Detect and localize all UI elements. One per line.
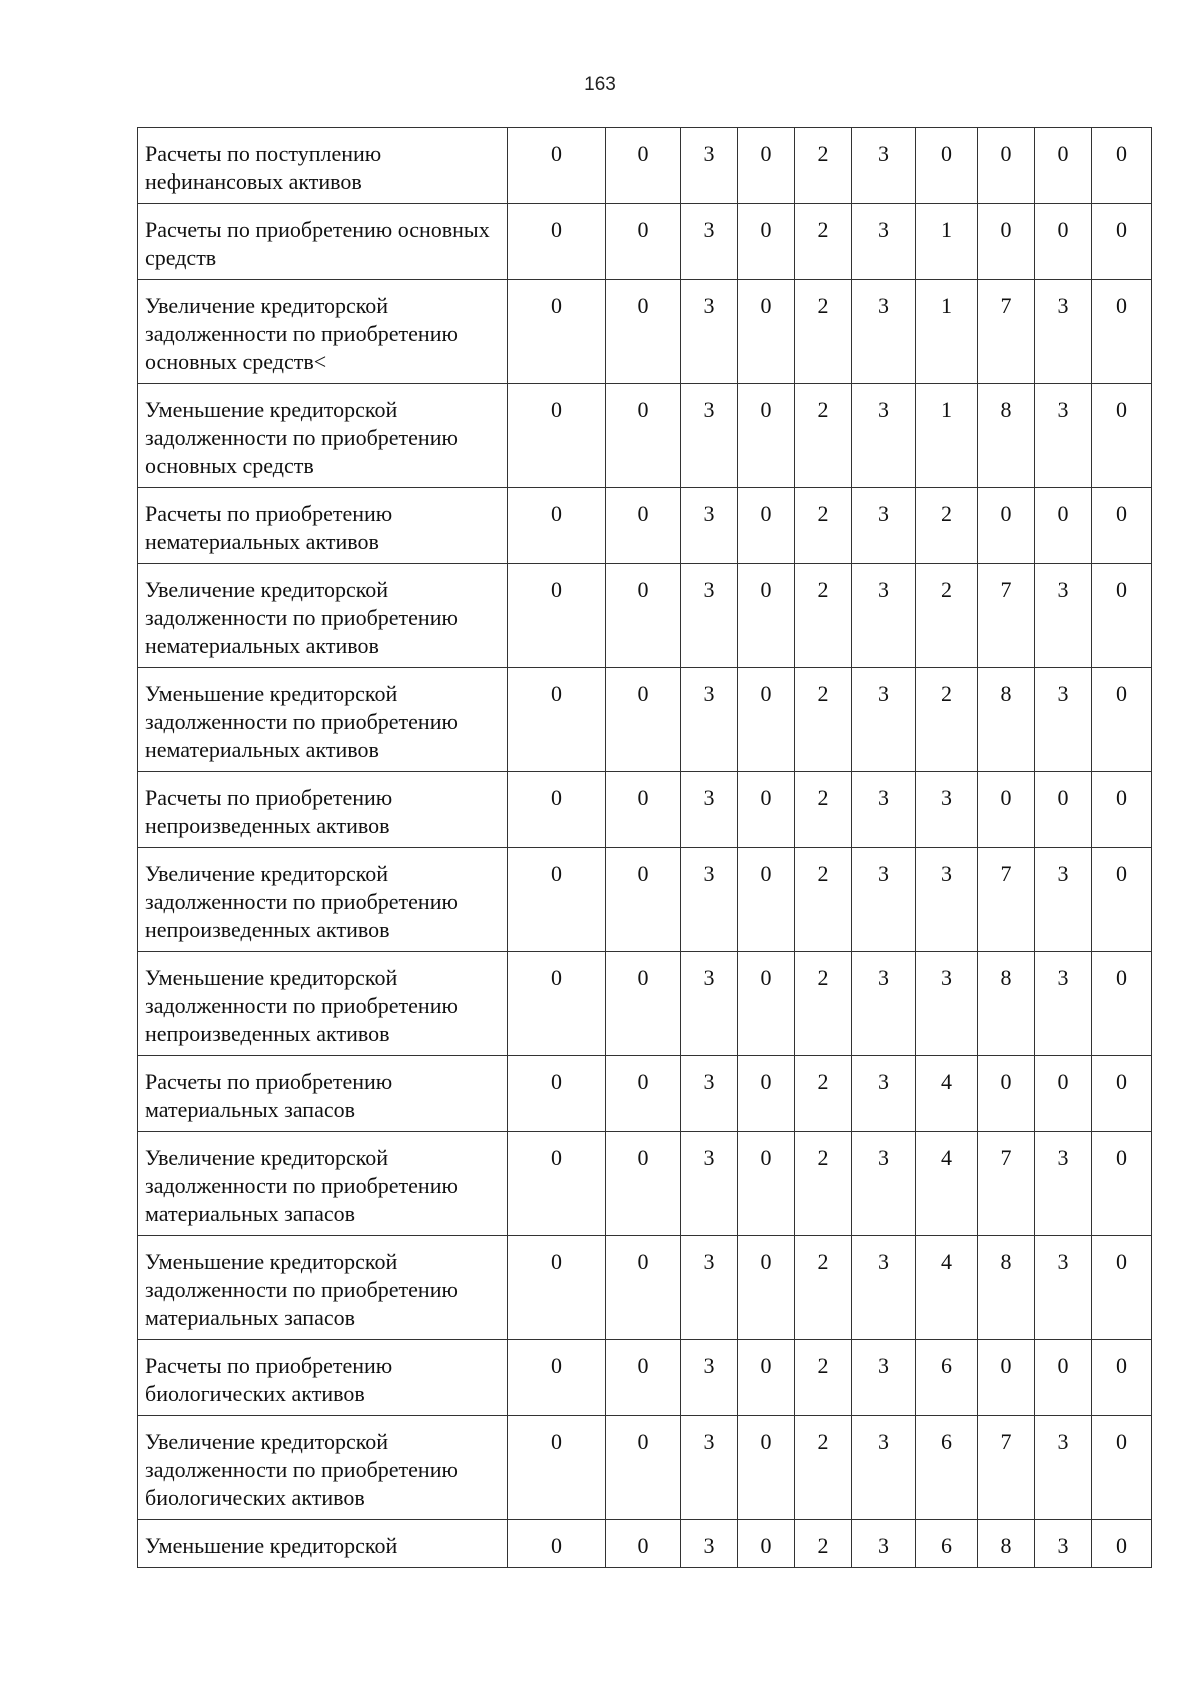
code-digit-cell: 3 xyxy=(852,564,916,668)
code-digit-cell: 2 xyxy=(916,488,978,564)
table-row xyxy=(138,668,1152,772)
code-digit-cell: 0 xyxy=(978,488,1035,564)
table-row xyxy=(138,1132,1152,1236)
code-digit-cell: 7 xyxy=(978,1416,1035,1520)
code-digit-cell: 2 xyxy=(795,128,852,204)
code-digit-cell: 0 xyxy=(508,1520,606,1568)
code-digit-cell: 0 xyxy=(1092,668,1152,772)
code-digit-cell: 3 xyxy=(1035,1520,1092,1568)
code-digit-cell: 7 xyxy=(978,848,1035,952)
code-digit-cell: 3 xyxy=(1035,564,1092,668)
row-name-cell: Расчеты по приобретению биологических активов xyxy=(138,1340,508,1416)
code-digit-cell: 0 xyxy=(508,1236,606,1340)
code-digit-cell: 3 xyxy=(852,1416,916,1520)
code-digit-cell: 0 xyxy=(978,772,1035,848)
table-row xyxy=(138,204,1152,280)
table-row xyxy=(138,280,1152,384)
code-digit-cell: 4 xyxy=(916,1132,978,1236)
code-digit-cell: 3 xyxy=(681,952,738,1056)
code-digit-cell: 0 xyxy=(606,128,681,204)
code-digit-cell: 0 xyxy=(738,488,795,564)
row-name-cell: Увеличение кредиторской задолженности по приобретению материальных запасов xyxy=(138,1132,508,1236)
code-digit-cell: 0 xyxy=(978,1340,1035,1416)
code-digit-cell: 3 xyxy=(681,1416,738,1520)
code-digit-cell: 0 xyxy=(508,1132,606,1236)
code-digit-cell: 2 xyxy=(795,772,852,848)
code-digit-cell: 0 xyxy=(738,564,795,668)
code-digit-cell: 3 xyxy=(852,668,916,772)
code-digit-cell: 6 xyxy=(916,1340,978,1416)
code-digit-cell: 0 xyxy=(1035,488,1092,564)
page-number: 163 xyxy=(584,74,616,95)
code-digit-cell: 0 xyxy=(606,204,681,280)
code-digit-cell: 0 xyxy=(738,128,795,204)
code-digit-cell: 2 xyxy=(795,848,852,952)
code-digit-cell: 8 xyxy=(978,952,1035,1056)
code-digit-cell: 0 xyxy=(1092,1236,1152,1340)
code-digit-cell: 2 xyxy=(795,1416,852,1520)
code-digit-cell: 0 xyxy=(606,1056,681,1132)
code-digit-cell: 3 xyxy=(852,952,916,1056)
code-digit-cell: 8 xyxy=(978,1236,1035,1340)
row-name-cell: Увеличение кредиторской задолженности по приобретению непроизведенных активов xyxy=(138,848,508,952)
code-digit-cell: 0 xyxy=(606,1340,681,1416)
code-digit-cell: 3 xyxy=(852,1236,916,1340)
code-digit-cell: 0 xyxy=(1035,1340,1092,1416)
code-digit-cell: 3 xyxy=(1035,1236,1092,1340)
code-digit-cell: 0 xyxy=(1092,128,1152,204)
code-digit-cell: 0 xyxy=(738,772,795,848)
code-digit-cell: 0 xyxy=(1092,772,1152,848)
code-digit-cell: 3 xyxy=(681,204,738,280)
code-digit-cell: 3 xyxy=(916,848,978,952)
code-digit-cell: 0 xyxy=(1035,1056,1092,1132)
code-digit-cell: 0 xyxy=(1092,1416,1152,1520)
code-digit-cell: 0 xyxy=(508,1416,606,1520)
row-name-cell: Расчеты по приобретению материальных запасов xyxy=(138,1056,508,1132)
code-digit-cell: 3 xyxy=(681,1520,738,1568)
table-row xyxy=(138,564,1152,668)
code-digit-cell: 3 xyxy=(1035,848,1092,952)
row-name-cell: Уменьшение кредиторской задолженности по приобретению непроизведенных активов xyxy=(138,952,508,1056)
code-digit-cell: 0 xyxy=(508,772,606,848)
row-name-cell: Уменьшение кредиторской задолженности по приобретению нематериальных активов xyxy=(138,668,508,772)
code-digit-cell: 4 xyxy=(916,1236,978,1340)
code-digit-cell: 0 xyxy=(606,280,681,384)
code-digit-cell: 3 xyxy=(852,384,916,488)
code-digit-cell: 0 xyxy=(978,204,1035,280)
row-name-cell: Уменьшение кредиторской задолженности по приобретению основных средств xyxy=(138,384,508,488)
row-name-cell: Уменьшение кредиторской задолженности по приобретению материальных запасов xyxy=(138,1236,508,1340)
code-digit-cell: 3 xyxy=(852,488,916,564)
code-digit-cell: 0 xyxy=(916,128,978,204)
code-digit-cell: 2 xyxy=(795,1236,852,1340)
code-digit-cell: 0 xyxy=(508,848,606,952)
code-digit-cell: 0 xyxy=(738,204,795,280)
code-digit-cell: 0 xyxy=(738,848,795,952)
table-row xyxy=(138,1520,1152,1568)
code-digit-cell: 3 xyxy=(1035,384,1092,488)
code-digit-cell: 0 xyxy=(606,488,681,564)
account-codes-table xyxy=(137,127,1152,1568)
code-digit-cell: 3 xyxy=(852,204,916,280)
table-body xyxy=(138,128,1152,1568)
code-digit-cell: 0 xyxy=(606,952,681,1056)
code-digit-cell: 2 xyxy=(795,204,852,280)
code-digit-cell: 2 xyxy=(795,1340,852,1416)
code-digit-cell: 0 xyxy=(1092,564,1152,668)
code-digit-cell: 8 xyxy=(978,1520,1035,1568)
code-digit-cell: 0 xyxy=(606,1132,681,1236)
table-row xyxy=(138,384,1152,488)
code-digit-cell: 3 xyxy=(681,1236,738,1340)
code-digit-cell: 0 xyxy=(1092,280,1152,384)
code-digit-cell: 0 xyxy=(738,668,795,772)
code-digit-cell: 0 xyxy=(606,564,681,668)
code-digit-cell: 3 xyxy=(681,384,738,488)
code-digit-cell: 7 xyxy=(978,280,1035,384)
code-digit-cell: 2 xyxy=(795,1056,852,1132)
code-digit-cell: 0 xyxy=(978,1056,1035,1132)
code-digit-cell: 0 xyxy=(1092,848,1152,952)
code-digit-cell: 2 xyxy=(795,488,852,564)
code-digit-cell: 3 xyxy=(1035,280,1092,384)
code-digit-cell: 0 xyxy=(1092,1132,1152,1236)
code-digit-cell: 0 xyxy=(1035,128,1092,204)
code-digit-cell: 0 xyxy=(1092,952,1152,1056)
code-digit-cell: 0 xyxy=(738,384,795,488)
code-digit-cell: 0 xyxy=(508,564,606,668)
code-digit-cell: 3 xyxy=(1035,1132,1092,1236)
code-digit-cell: 2 xyxy=(795,1132,852,1236)
code-digit-cell: 3 xyxy=(681,564,738,668)
code-digit-cell: 3 xyxy=(852,848,916,952)
code-digit-cell: 3 xyxy=(681,1056,738,1132)
code-digit-cell: 3 xyxy=(681,280,738,384)
table-row xyxy=(138,128,1152,204)
code-digit-cell: 3 xyxy=(852,1520,916,1568)
code-digit-cell: 2 xyxy=(795,384,852,488)
code-digit-cell: 1 xyxy=(916,204,978,280)
code-digit-cell: 3 xyxy=(852,1132,916,1236)
code-digit-cell: 3 xyxy=(1035,952,1092,1056)
code-digit-cell: 3 xyxy=(852,772,916,848)
code-digit-cell: 3 xyxy=(852,280,916,384)
row-name-cell: Увеличение кредиторской задолженности по приобретению нематериальных активов xyxy=(138,564,508,668)
code-digit-cell: 2 xyxy=(795,564,852,668)
code-digit-cell: 3 xyxy=(852,1056,916,1132)
row-name-cell: Расчеты по приобретению непроизведенных активов xyxy=(138,772,508,848)
code-digit-cell: 3 xyxy=(681,1340,738,1416)
code-digit-cell: 3 xyxy=(681,772,738,848)
code-digit-cell: 3 xyxy=(1035,1416,1092,1520)
code-digit-cell: 0 xyxy=(606,1236,681,1340)
code-digit-cell: 3 xyxy=(681,1132,738,1236)
table-row xyxy=(138,1056,1152,1132)
code-digit-cell: 0 xyxy=(508,1340,606,1416)
row-name-cell: Уменьшение кредиторской xyxy=(138,1520,508,1568)
code-digit-cell: 3 xyxy=(916,772,978,848)
table-row xyxy=(138,848,1152,952)
code-digit-cell: 3 xyxy=(681,128,738,204)
code-digit-cell: 8 xyxy=(978,668,1035,772)
code-digit-cell: 2 xyxy=(795,280,852,384)
code-digit-cell: 0 xyxy=(1092,1056,1152,1132)
code-digit-cell: 0 xyxy=(606,848,681,952)
code-digit-cell: 0 xyxy=(1035,204,1092,280)
code-digit-cell: 3 xyxy=(852,128,916,204)
table-row xyxy=(138,488,1152,564)
code-digit-cell: 0 xyxy=(508,1056,606,1132)
code-digit-cell: 3 xyxy=(681,668,738,772)
code-digit-cell: 3 xyxy=(681,848,738,952)
row-name-cell: Расчеты по приобретению основных средств xyxy=(138,204,508,280)
code-digit-cell: 0 xyxy=(1035,772,1092,848)
code-digit-cell: 0 xyxy=(1092,384,1152,488)
code-digit-cell: 6 xyxy=(916,1416,978,1520)
code-digit-cell: 3 xyxy=(852,1340,916,1416)
code-digit-cell: 2 xyxy=(916,668,978,772)
code-digit-cell: 2 xyxy=(795,1520,852,1568)
code-digit-cell: 0 xyxy=(606,772,681,848)
table-row xyxy=(138,1236,1152,1340)
code-digit-cell: 0 xyxy=(606,384,681,488)
code-digit-cell: 3 xyxy=(1035,668,1092,772)
code-digit-cell: 2 xyxy=(916,564,978,668)
code-digit-cell: 7 xyxy=(978,564,1035,668)
code-digit-cell: 2 xyxy=(795,952,852,1056)
code-digit-cell: 6 xyxy=(916,1520,978,1568)
code-digit-cell: 3 xyxy=(681,488,738,564)
code-digit-cell: 3 xyxy=(916,952,978,1056)
row-name-cell: Расчеты по поступлению нефинансовых активов xyxy=(138,128,508,204)
row-name-cell: Увеличение кредиторской задолженности по приобретению основных средств< xyxy=(138,280,508,384)
code-digit-cell: 1 xyxy=(916,280,978,384)
code-digit-cell: 0 xyxy=(738,1520,795,1568)
table-row xyxy=(138,1416,1152,1520)
code-digit-cell: 0 xyxy=(508,488,606,564)
code-digit-cell: 0 xyxy=(738,1340,795,1416)
row-name-cell: Увеличение кредиторской задолженности по приобретению биологических активов xyxy=(138,1416,508,1520)
code-digit-cell: 0 xyxy=(508,280,606,384)
code-digit-cell: 0 xyxy=(1092,1520,1152,1568)
code-digit-cell: 7 xyxy=(978,1132,1035,1236)
row-name-cell: Расчеты по приобретению нематериальных активов xyxy=(138,488,508,564)
code-digit-cell: 0 xyxy=(738,1056,795,1132)
code-digit-cell: 0 xyxy=(738,952,795,1056)
code-digit-cell: 0 xyxy=(738,1132,795,1236)
code-digit-cell: 0 xyxy=(978,128,1035,204)
code-digit-cell: 0 xyxy=(1092,204,1152,280)
table-row xyxy=(138,772,1152,848)
code-digit-cell: 0 xyxy=(1092,1340,1152,1416)
code-digit-cell: 0 xyxy=(508,952,606,1056)
code-digit-cell: 0 xyxy=(738,1416,795,1520)
code-digit-cell: 1 xyxy=(916,384,978,488)
table-row xyxy=(138,1340,1152,1416)
code-digit-cell: 0 xyxy=(738,280,795,384)
code-digit-cell: 2 xyxy=(795,668,852,772)
code-digit-cell: 0 xyxy=(606,1416,681,1520)
code-digit-cell: 0 xyxy=(1092,488,1152,564)
code-digit-cell: 0 xyxy=(508,128,606,204)
code-digit-cell: 0 xyxy=(606,1520,681,1568)
code-digit-cell: 8 xyxy=(978,384,1035,488)
table-row xyxy=(138,952,1152,1056)
code-digit-cell: 0 xyxy=(508,668,606,772)
code-digit-cell: 0 xyxy=(508,384,606,488)
code-digit-cell: 0 xyxy=(508,204,606,280)
code-digit-cell: 4 xyxy=(916,1056,978,1132)
code-digit-cell: 0 xyxy=(738,1236,795,1340)
code-digit-cell: 0 xyxy=(606,668,681,772)
